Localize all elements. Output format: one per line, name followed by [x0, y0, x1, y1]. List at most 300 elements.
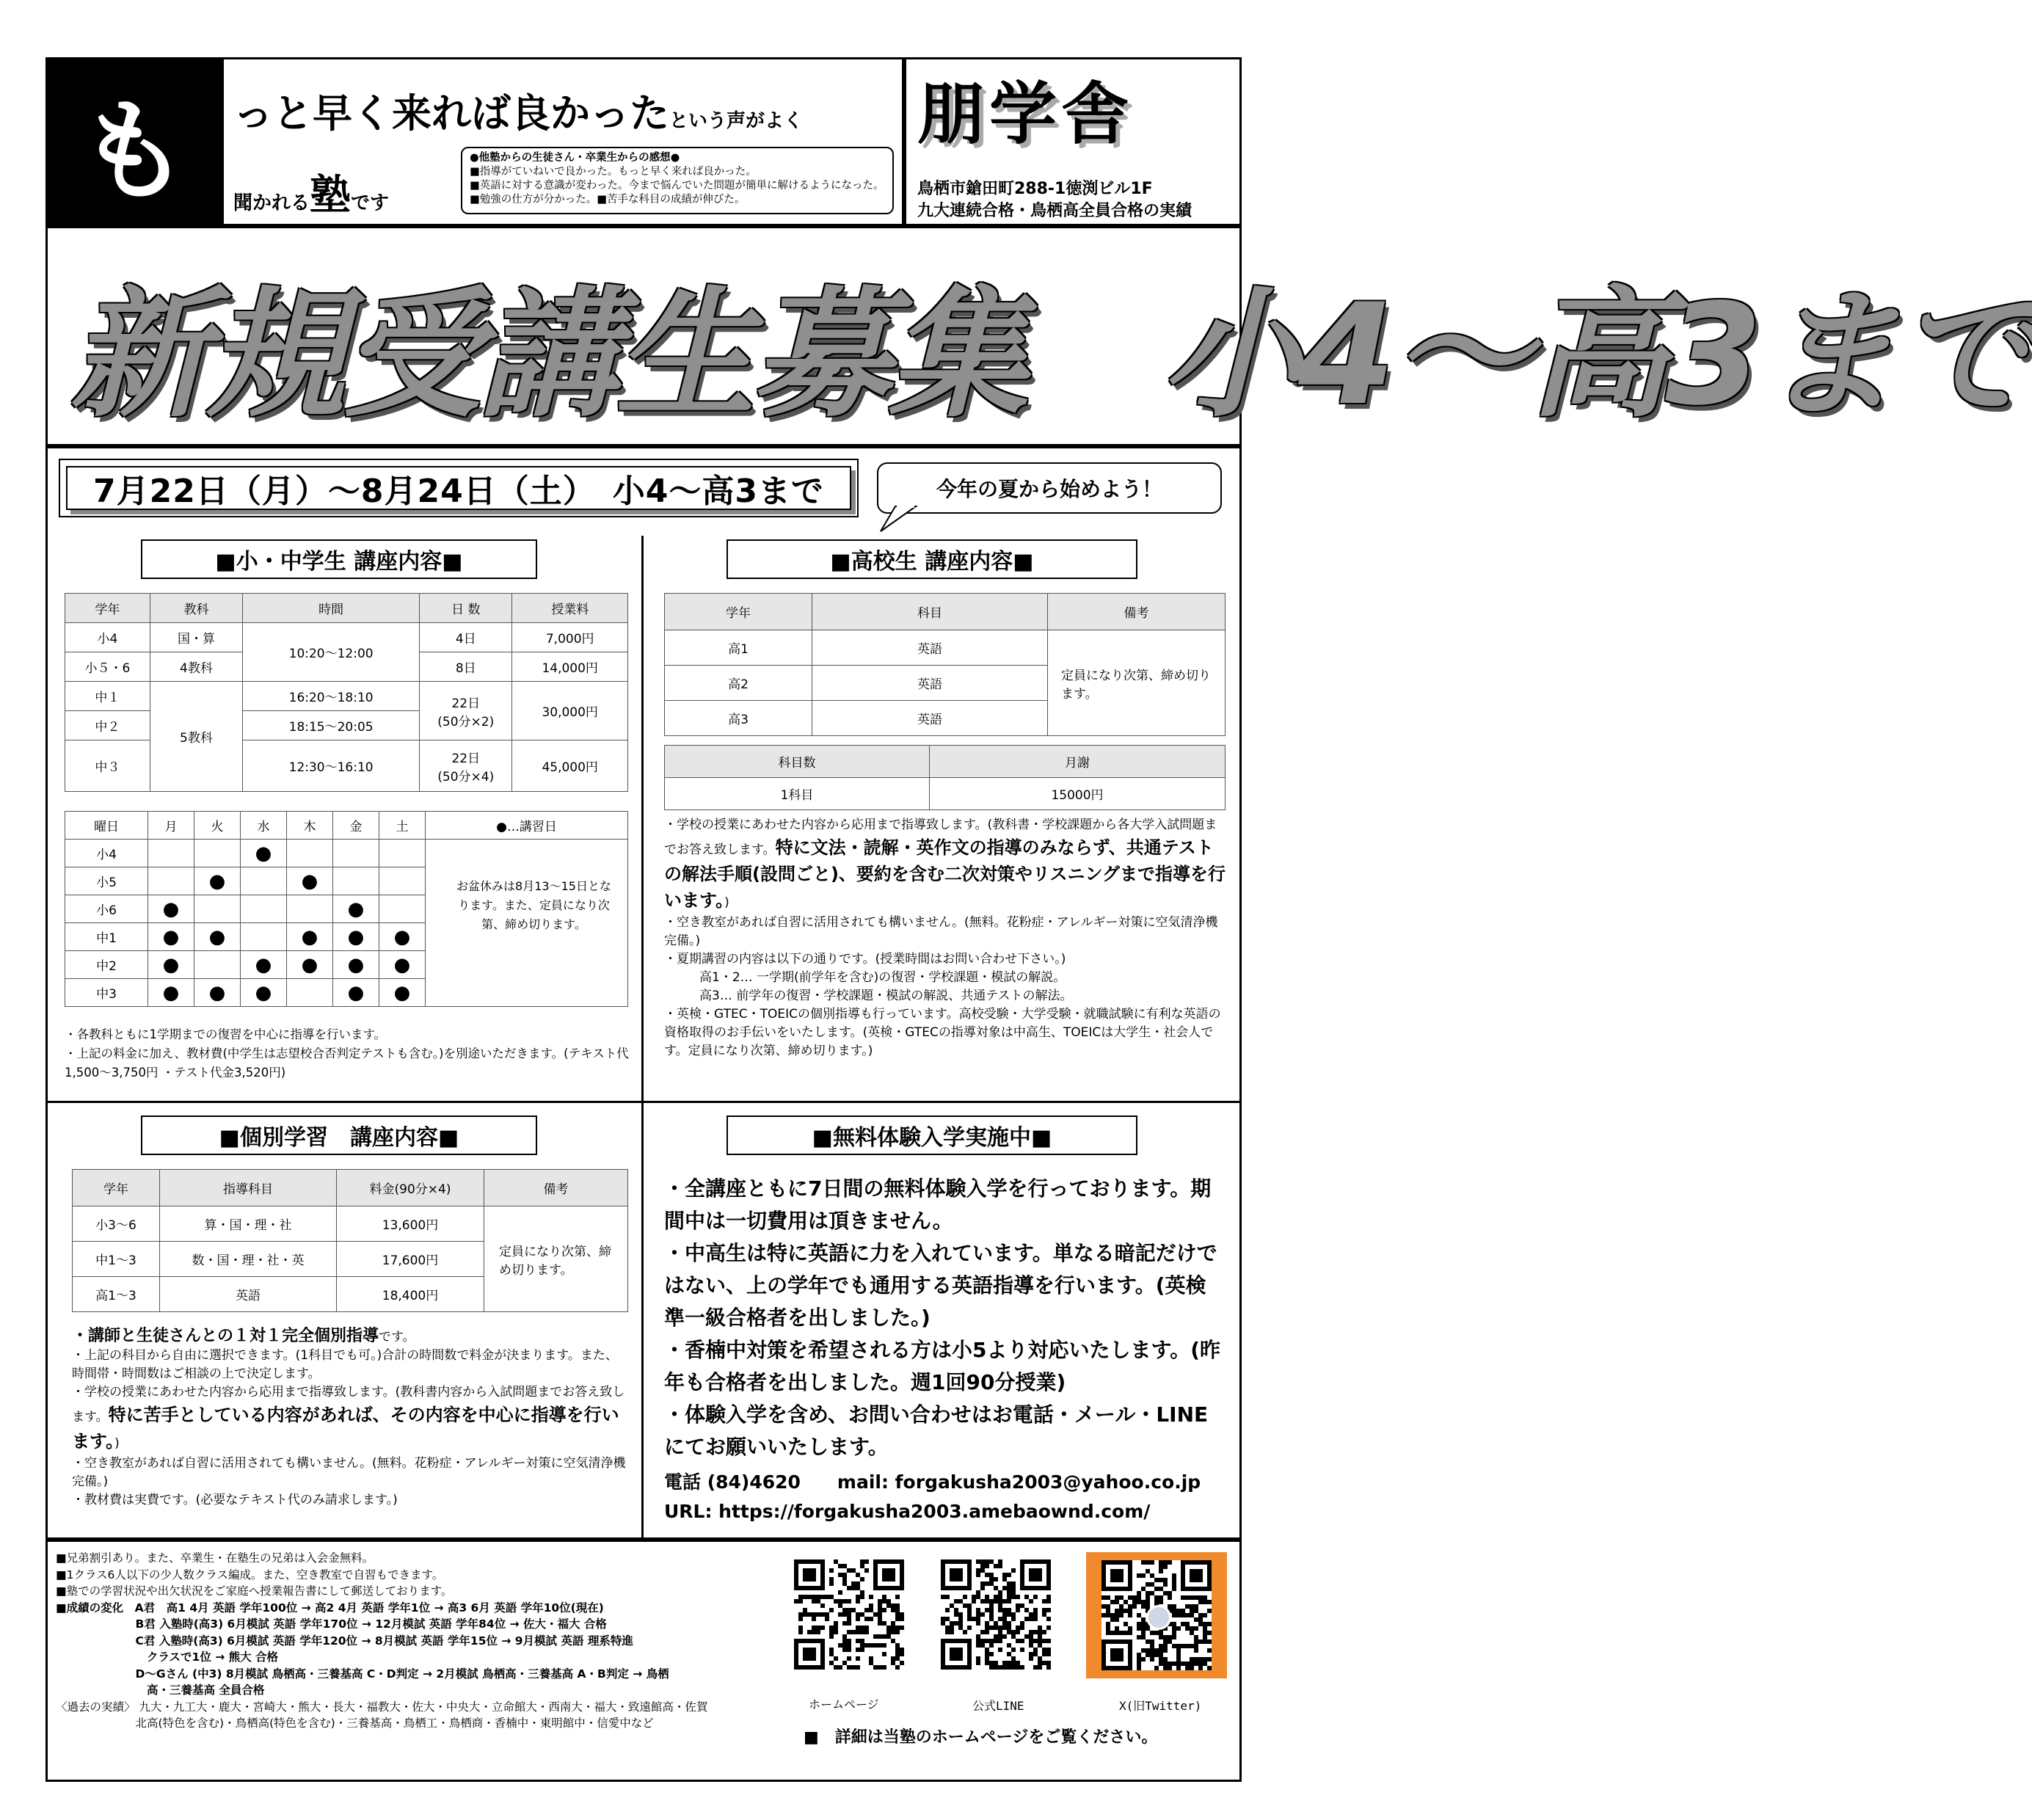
sched-header: 月 — [148, 812, 194, 840]
col-header: 学年 — [73, 1170, 160, 1206]
qr-module — [882, 1643, 886, 1648]
trial-item: ・香楠中対策を希望される方は小5より対応いたします。(昨年も合格者を出しました。週1回90分授業) — [664, 1338, 1221, 1394]
qr-module — [860, 1577, 864, 1581]
qr-module — [1207, 1666, 1212, 1670]
cell-empty — [241, 923, 287, 951]
qr-finder — [950, 1568, 963, 1581]
qr-module — [980, 1586, 985, 1590]
qr-module — [998, 1648, 1002, 1652]
qr-module — [856, 1665, 860, 1670]
qr-module — [1141, 1573, 1146, 1578]
line-qr-code[interactable] — [941, 1559, 1051, 1670]
qr-module — [1207, 1622, 1212, 1626]
class-day-dot: ● — [148, 951, 194, 979]
brand-results: 九大連続合格・鳥栖高全員合格の実績 — [917, 202, 1192, 220]
qr-module — [985, 1630, 989, 1634]
bubble-tail — [881, 506, 925, 536]
cell-empty — [241, 867, 287, 895]
indiv-note-item — [72, 1383, 630, 1455]
cell-remark: 定員になり次第、締め切ります。 — [1048, 630, 1226, 736]
qr-module — [829, 1581, 834, 1586]
date-text: 7月22日（月）～8月24日（土） 小4～高3まで — [66, 466, 851, 510]
qr-module — [895, 1630, 900, 1634]
qr-module — [1163, 1582, 1168, 1587]
qr-module — [1016, 1630, 1020, 1634]
days-detail: (50分×4) — [437, 769, 495, 785]
qr-module — [1207, 1631, 1212, 1635]
class-day-dot: ● — [287, 923, 333, 951]
qr-module — [950, 1630, 954, 1634]
qr-module — [1020, 1639, 1024, 1643]
qr-module — [1128, 1613, 1132, 1617]
class-day-dot: ● — [241, 951, 287, 979]
col-header: 備考 — [484, 1170, 628, 1206]
cell-grade: 中1 — [65, 923, 148, 951]
days-value: 22日 — [451, 751, 481, 766]
qr-module — [980, 1612, 985, 1617]
qr-module — [1168, 1666, 1172, 1670]
qr-module — [882, 1652, 886, 1656]
class-day-dot: ● — [379, 923, 426, 951]
class-day-dot: ● — [379, 951, 426, 979]
qr-module — [963, 1630, 967, 1634]
cell-empty — [148, 840, 194, 867]
qr-module — [1194, 1648, 1198, 1653]
qr-module — [856, 1617, 860, 1621]
cell-subject: 数・国・理・社・英 — [160, 1242, 337, 1277]
col-header: 料金(90分×4) — [337, 1170, 484, 1206]
qr-module — [1150, 1657, 1154, 1661]
high-fee-table — [664, 745, 1226, 810]
trial-item: ・体験入学を含め、お問い合わせはお電話・メール・LINEにてお願いいたします。 — [664, 1402, 1209, 1459]
brand-address: 鳥栖市鎗田町288-1徳渕ビル1F — [917, 180, 1153, 198]
footer-line: C君 入塾時(高3) 6月模試 英語 学年120位 → 8月模試 英語 学年15位 → 9月模試 英語 理系特進 — [56, 1634, 633, 1648]
qr-module — [900, 1617, 904, 1621]
indiv-section-title: ■個別学習 講座内容■ — [141, 1115, 537, 1155]
qr-module — [976, 1621, 980, 1626]
high-note-item: 高3… 前学年の復習・学校課題・模試の解説、共通テストの解法。 — [699, 989, 1073, 1003]
cell-empty — [241, 895, 287, 923]
mo-char: も — [78, 88, 189, 216]
qr-module — [812, 1617, 816, 1621]
class-day-dot: ● — [241, 979, 287, 1007]
qr-module — [1020, 1665, 1024, 1670]
cell-empty — [287, 979, 333, 1007]
qr-module — [847, 1648, 851, 1652]
qr-module — [1038, 1665, 1042, 1670]
x-qr-code[interactable] — [1086, 1552, 1227, 1678]
qr-finder — [1029, 1568, 1042, 1581]
cell-empty — [379, 895, 426, 923]
testimonial-title: ●他塾からの生徒さん・卒業生からの感想● — [470, 152, 680, 164]
qr-module — [1163, 1565, 1168, 1569]
qr-module — [847, 1656, 851, 1661]
qr-center-logo-icon — [1146, 1605, 1171, 1630]
cell-subject: 英語 — [812, 701, 1048, 736]
qr-module — [1207, 1657, 1212, 1661]
footer-line: 北高(特色を含む)・鳥栖高(特色を含む)・三養基高・鳥栖工・鳥栖商・香楠中・東明館中・信愛中など — [56, 1717, 654, 1730]
banner-text: 新規受講生募集 小4～高3まで — [70, 274, 2032, 436]
col-header: 月謝 — [930, 746, 1226, 778]
high-note-item: ・夏期講習の内容は以下の通りです。(授業時間はお問い合わせ下さい。) — [664, 952, 1066, 967]
qr-module — [1046, 1608, 1051, 1612]
cell-fee: 7,000円 — [512, 623, 628, 652]
class-day-dot: ● — [241, 840, 287, 867]
qr-module — [798, 1599, 803, 1604]
class-day-dot: ● — [333, 951, 379, 979]
cell-grade: 中１ — [65, 682, 150, 711]
qr-module — [1046, 1652, 1051, 1656]
high-course-table — [664, 593, 1226, 736]
qr-module — [1207, 1648, 1212, 1653]
indiv-note-emph: 特に苦手としている内容があれば、その内容を中心に指導を行います。 — [72, 1405, 619, 1452]
qr-finder — [950, 1648, 963, 1661]
cell-grade: 小4 — [65, 623, 150, 652]
trial-section-title: ■無料体験入学実施中■ — [727, 1115, 1137, 1155]
tagline2-c: です — [351, 192, 390, 214]
cell-fee: 13,600円 — [337, 1206, 484, 1242]
col-header: 日 数 — [420, 594, 512, 623]
qr-label-x: X(旧Twitter) — [1119, 1699, 1202, 1713]
qr-module — [1159, 1600, 1163, 1604]
qr-module — [963, 1595, 967, 1599]
cell-fee: 14,000円 — [512, 652, 628, 682]
class-day-dot: ● — [194, 923, 241, 951]
qr-module — [1033, 1617, 1038, 1621]
qr-module — [998, 1639, 1002, 1643]
qr-module — [1115, 1617, 1119, 1622]
qr-module — [989, 1643, 994, 1648]
qr-module — [1029, 1656, 1033, 1661]
qr-module — [834, 1630, 838, 1634]
mo-block — [45, 57, 222, 226]
qr-module — [945, 1608, 950, 1612]
cell-empty — [194, 840, 241, 867]
qr-module — [856, 1656, 860, 1661]
qr-module — [998, 1564, 1002, 1568]
sched-header: 火 — [194, 812, 241, 840]
testimonial-item: ■勉強の仕方が分かった。■苦手な科目の成績が伸びた。 — [470, 194, 746, 205]
qr-module — [869, 1617, 873, 1621]
qr-module — [1190, 1666, 1194, 1670]
elem-notes — [65, 1025, 630, 1082]
high-note-emph: 特に文法・読解・英作文の指導のみならず、共通テストの解法手順(設問ごと)、要約を含む二次対策やリスニングまで指導を行います。 — [664, 837, 1226, 911]
cell-empty — [333, 840, 379, 867]
qr-module — [1020, 1626, 1024, 1630]
speech-bubble: 今年の夏から始めよう！ — [877, 462, 1222, 514]
qr-module — [798, 1630, 803, 1634]
class-day-dot: ● — [148, 979, 194, 1007]
cell-grade: 小4 — [65, 840, 148, 867]
qr-module — [1016, 1595, 1020, 1599]
class-day-dot: ● — [287, 951, 333, 979]
qr-module — [900, 1626, 904, 1630]
qr-module — [1159, 1569, 1163, 1573]
qr-finder — [1110, 1569, 1124, 1582]
cell-empty — [379, 867, 426, 895]
qr-module — [1172, 1587, 1176, 1591]
qr-module — [976, 1661, 980, 1665]
cell-subject: 英語 — [812, 666, 1048, 701]
qr-module — [860, 1648, 864, 1652]
qr-module — [1128, 1631, 1132, 1635]
qr-module — [847, 1621, 851, 1626]
cell-grade: 高2 — [665, 666, 812, 701]
qr-module — [994, 1577, 998, 1581]
tagline2-a: 聞かれる — [233, 192, 310, 214]
footer-line: ■成績の変化 A君 高1 4月 英語 学年100位 → 高2 4月 英語 学年1位 → 高3 6月 英語 学年10位(現在) — [56, 1601, 604, 1615]
qr-module — [816, 1630, 820, 1634]
qr-module — [1172, 1635, 1176, 1639]
footer-line: 高・三養基高 全員合格 — [56, 1684, 265, 1697]
qr-finder — [803, 1648, 816, 1661]
table-row — [65, 682, 628, 711]
col-header: 科目数 — [665, 746, 930, 778]
indiv-lead — [72, 1327, 630, 1347]
table-row — [73, 1206, 628, 1242]
days-detail: (50分×2) — [437, 714, 495, 729]
tagline-small: という声がよく — [669, 110, 804, 132]
cell-grade: 小6 — [65, 895, 148, 923]
elem-section-title: ■小・中学生 講座内容■ — [141, 539, 537, 579]
cell-days — [420, 682, 512, 740]
col-header: 指導科目 — [160, 1170, 337, 1206]
qr-module — [869, 1595, 873, 1599]
qr-module — [1176, 1666, 1181, 1670]
class-day-dot: ● — [379, 979, 426, 1007]
qr-module — [820, 1626, 825, 1630]
testimonial-item: ■英語に対する意識が変わった。今まで悩んでいた問題が簡単に解けるようになった。 — [470, 180, 884, 192]
table-row — [65, 740, 628, 792]
cell-days — [420, 740, 512, 792]
qr-finder — [882, 1568, 895, 1581]
trial-url[interactable]: URL: https://forgakusha2003.amebaownd.com/ — [664, 1501, 1151, 1522]
cell-time: 12:30～16:10 — [243, 740, 420, 792]
qr-module — [882, 1608, 886, 1612]
date-box — [59, 459, 859, 517]
cell-subject: 国・算 — [150, 623, 242, 652]
qr-module — [1119, 1613, 1124, 1617]
class-day-dot: ● — [148, 923, 194, 951]
cell-empty — [333, 867, 379, 895]
footer-line: ■塾での学習状況や出欠状況をご家庭へ授業報告書にして郵送しております。 — [56, 1584, 453, 1598]
qr-module — [838, 1590, 842, 1595]
class-day-dot: ● — [333, 895, 379, 923]
cell-grade: 小５・6 — [65, 652, 150, 682]
sched-header: 土 — [379, 812, 426, 840]
cell-time: 18:15～20:05 — [243, 711, 420, 740]
qr-module — [1132, 1604, 1137, 1609]
qr-module — [864, 1630, 869, 1634]
cell-subject: 4教科 — [150, 652, 242, 682]
col-header: 教科 — [150, 594, 242, 623]
qr-module — [1046, 1599, 1051, 1604]
sched-header: 水 — [241, 812, 287, 840]
elem-note-item: ・各教科ともに1学期までの復習を中心に指導を行います。 — [65, 1027, 387, 1041]
indiv-note-item: ・空き教室があれば自習に活用されても構いません。(無料。花粉症・アレルギー対策に空気清浄機完備。) — [72, 1456, 626, 1489]
indiv-lead-tail: です。 — [379, 1330, 415, 1344]
footer-line: ■1クラス6人以下の少人数クラス編成。また、空き教室で自習もできます。 — [56, 1568, 444, 1581]
qr-module — [989, 1652, 994, 1656]
qr-module — [985, 1564, 989, 1568]
qr-module — [864, 1559, 869, 1564]
qr-module — [847, 1599, 851, 1604]
indiv-note-a: ・学校の授業にあわせた内容から応用まで指導致します。(教科書内容から入試問題までお答え致します。 — [72, 1385, 625, 1424]
indiv-note-item: ・教材費は実費です。(必要なテキスト代のみ請求します。) — [72, 1493, 398, 1507]
class-day-dot: ● — [333, 923, 379, 951]
cell-grade: 高3 — [665, 701, 812, 736]
middle-divider — [45, 1101, 1242, 1103]
cell-grade: 中1～3 — [73, 1242, 160, 1277]
qr-module — [1016, 1608, 1020, 1612]
cell-subject: 算・国・理・社 — [160, 1206, 337, 1242]
footer-notes — [56, 1550, 782, 1732]
cell-subject: 5教科 — [150, 682, 242, 792]
cell-grade: 中２ — [65, 711, 150, 740]
qr-module — [1042, 1630, 1046, 1634]
class-day-dot: ● — [194, 867, 241, 895]
footer-line: ■兄弟割引あり。また、卒業生・在塾生の兄弟は入会金無料。 — [56, 1551, 374, 1565]
high-note-a: ・学校の授業にあわせた内容から応用まで指導致します。(教科書・学校課題から各大学入試問題までお答え致します。 — [664, 818, 1217, 857]
qr-module — [838, 1665, 842, 1670]
qr-module — [856, 1599, 860, 1604]
footer-line: D～Gさん (中3) 8月模試 鳥栖高・三養基高 C・D判定 → 2月模試 鳥栖高・三養基高 A・B判定 → 鳥栖 — [56, 1667, 669, 1681]
table-row — [665, 778, 1226, 810]
col-header: 時間 — [243, 594, 420, 623]
cell-fee: 18,400円 — [337, 1277, 484, 1312]
qr-module — [1207, 1609, 1212, 1613]
indiv-notes — [72, 1327, 630, 1510]
qr-module — [900, 1661, 904, 1665]
qr-module — [1168, 1595, 1172, 1600]
cell-grade: 高1 — [665, 630, 812, 666]
high-notes — [664, 816, 1226, 1060]
cell-fee: 30,000円 — [512, 682, 628, 740]
class-day-dot: ● — [148, 895, 194, 923]
qr-module — [1002, 1634, 1007, 1639]
qr-label-homepage: ホームページ — [809, 1697, 879, 1711]
qr-module — [1154, 1666, 1159, 1670]
qr-module — [967, 1626, 972, 1630]
qr-module — [860, 1595, 864, 1599]
cell-grade: 中３ — [65, 740, 150, 792]
qr-finder — [1190, 1569, 1203, 1582]
qr-module — [1046, 1617, 1051, 1621]
qr-module — [1033, 1595, 1038, 1599]
cell-grade: 小3～6 — [73, 1206, 160, 1242]
qr-module — [1207, 1600, 1212, 1604]
indiv-note-item: ・上記の科目から自由に選択できます。(1科目でも可。)合計の時間数で料金が決まります。また、時間帯・時間数はご相談の上で決定します。 — [72, 1348, 618, 1381]
days-value: 22日 — [451, 696, 481, 711]
class-day-dot: ● — [287, 867, 333, 895]
cell-grade: 中3 — [65, 979, 148, 1007]
cell-empty — [194, 951, 241, 979]
cell-empty — [148, 867, 194, 895]
qr-module — [1011, 1617, 1016, 1621]
qr-module — [864, 1568, 869, 1573]
trial-items — [664, 1173, 1222, 1463]
qr-module — [798, 1617, 803, 1621]
qr-module — [1194, 1626, 1198, 1631]
cell-days: 4日 — [420, 623, 512, 652]
cell-empty — [379, 840, 426, 867]
high-note-item: 高1・2… 一学期(前学年を含む)の復習・学校課題・模試の解説。 — [699, 970, 1066, 985]
cell-grade: 中2 — [65, 951, 148, 979]
qr-module — [1029, 1599, 1033, 1604]
tagline-line1 — [233, 82, 803, 139]
trial-item: ・全講座ともに7日間の無料体験入学を行っております。期間中は一切費用は頂きません。 — [664, 1176, 1212, 1233]
cell-fee: 17,600円 — [337, 1242, 484, 1277]
col-header: 科目 — [812, 594, 1048, 630]
testimonials-box — [461, 147, 894, 214]
cell-empty — [287, 840, 333, 867]
qr-module — [1150, 1560, 1154, 1565]
qr-module — [1011, 1568, 1016, 1573]
testimonial-item: ■指導がていねいで良かった。もっと早く来れば良かった。 — [470, 166, 757, 178]
brand-name: 朋学舎 — [917, 75, 1134, 153]
sched-header: ●…講習日 — [426, 812, 628, 840]
cell-grade: 小5 — [65, 867, 148, 895]
cell-fee: 45,000円 — [512, 740, 628, 792]
qr-module — [1046, 1626, 1051, 1630]
qr-module — [834, 1656, 838, 1661]
tagline-big: っと早く来れば良かった — [233, 90, 669, 136]
qr-module — [1141, 1657, 1146, 1661]
qr-module — [1046, 1665, 1051, 1670]
high-section-title: ■高校生 講座内容■ — [727, 539, 1137, 579]
indiv-note-c: ) — [114, 1436, 120, 1451]
cell-subject: 英語 — [160, 1277, 337, 1312]
table-row — [665, 630, 1226, 666]
qr-module — [972, 1599, 976, 1604]
qr-module — [1203, 1613, 1207, 1617]
homepage-qr-code[interactable] — [794, 1559, 904, 1670]
tagline2-juku: 塾 — [310, 172, 352, 219]
indiv-table — [72, 1169, 628, 1312]
cell-fee: 15000円 — [930, 778, 1226, 810]
table-row — [65, 623, 628, 652]
high-note-item: ・英検・GTEC・TOEICの個別指導も行っています。高校受験・大学受験・就職試験に有利な英語の資格取得のお手伝いをいたします。(英検・GTECの指導対象は中高生、TOEICは大学生・社会人です。定員になり次第、締め切ります。) — [664, 1007, 1221, 1058]
qr-module — [900, 1652, 904, 1656]
footer-detail: ■ 詳細は当塾のホームページをご覧ください。 — [804, 1728, 1158, 1747]
qr-module — [945, 1595, 950, 1599]
qr-module — [829, 1568, 834, 1573]
tagline-line2 — [233, 163, 389, 222]
qr-finder — [1110, 1648, 1124, 1661]
center-divider-top — [641, 536, 644, 1101]
sched-header: 木 — [287, 812, 333, 840]
cell-grade: 高1～3 — [73, 1277, 160, 1312]
qr-module — [976, 1573, 980, 1577]
qr-finder — [803, 1568, 816, 1581]
trial-item: ・中高生は特に英語に力を入れています。単なる暗記だけではない、上の学年でも通用する英語指導を行います。(英検準一級合格者を出しました。) — [664, 1241, 1217, 1330]
elem-course-table — [65, 593, 628, 792]
qr-module — [1020, 1648, 1024, 1652]
qr-module — [1046, 1639, 1051, 1643]
sched-note: お盆休みは8月13～15日となります。また、定員になり次第、締め切ります。 — [456, 879, 611, 931]
indiv-lead-emph: ・講師と生徒さんとの１対１完全個別指導 — [72, 1327, 379, 1345]
col-header: 学年 — [665, 594, 812, 630]
qr-inner — [1101, 1560, 1212, 1670]
qr-module — [1207, 1639, 1212, 1644]
qr-module — [895, 1595, 900, 1599]
high-note-item: ・空き教室があれば自習に活用されても構いません。(無料。花粉症・アレルギー対策に空気清浄機完備。) — [664, 915, 1218, 948]
qr-module — [820, 1604, 825, 1608]
qr-module — [1198, 1666, 1203, 1670]
recruit-banner — [45, 226, 2032, 446]
trial-phone: 電話 (84)4620 mail: forgakusha2003@yahoo.co.jp — [664, 1471, 1201, 1493]
cell-time: 16:20～18:10 — [243, 682, 420, 711]
